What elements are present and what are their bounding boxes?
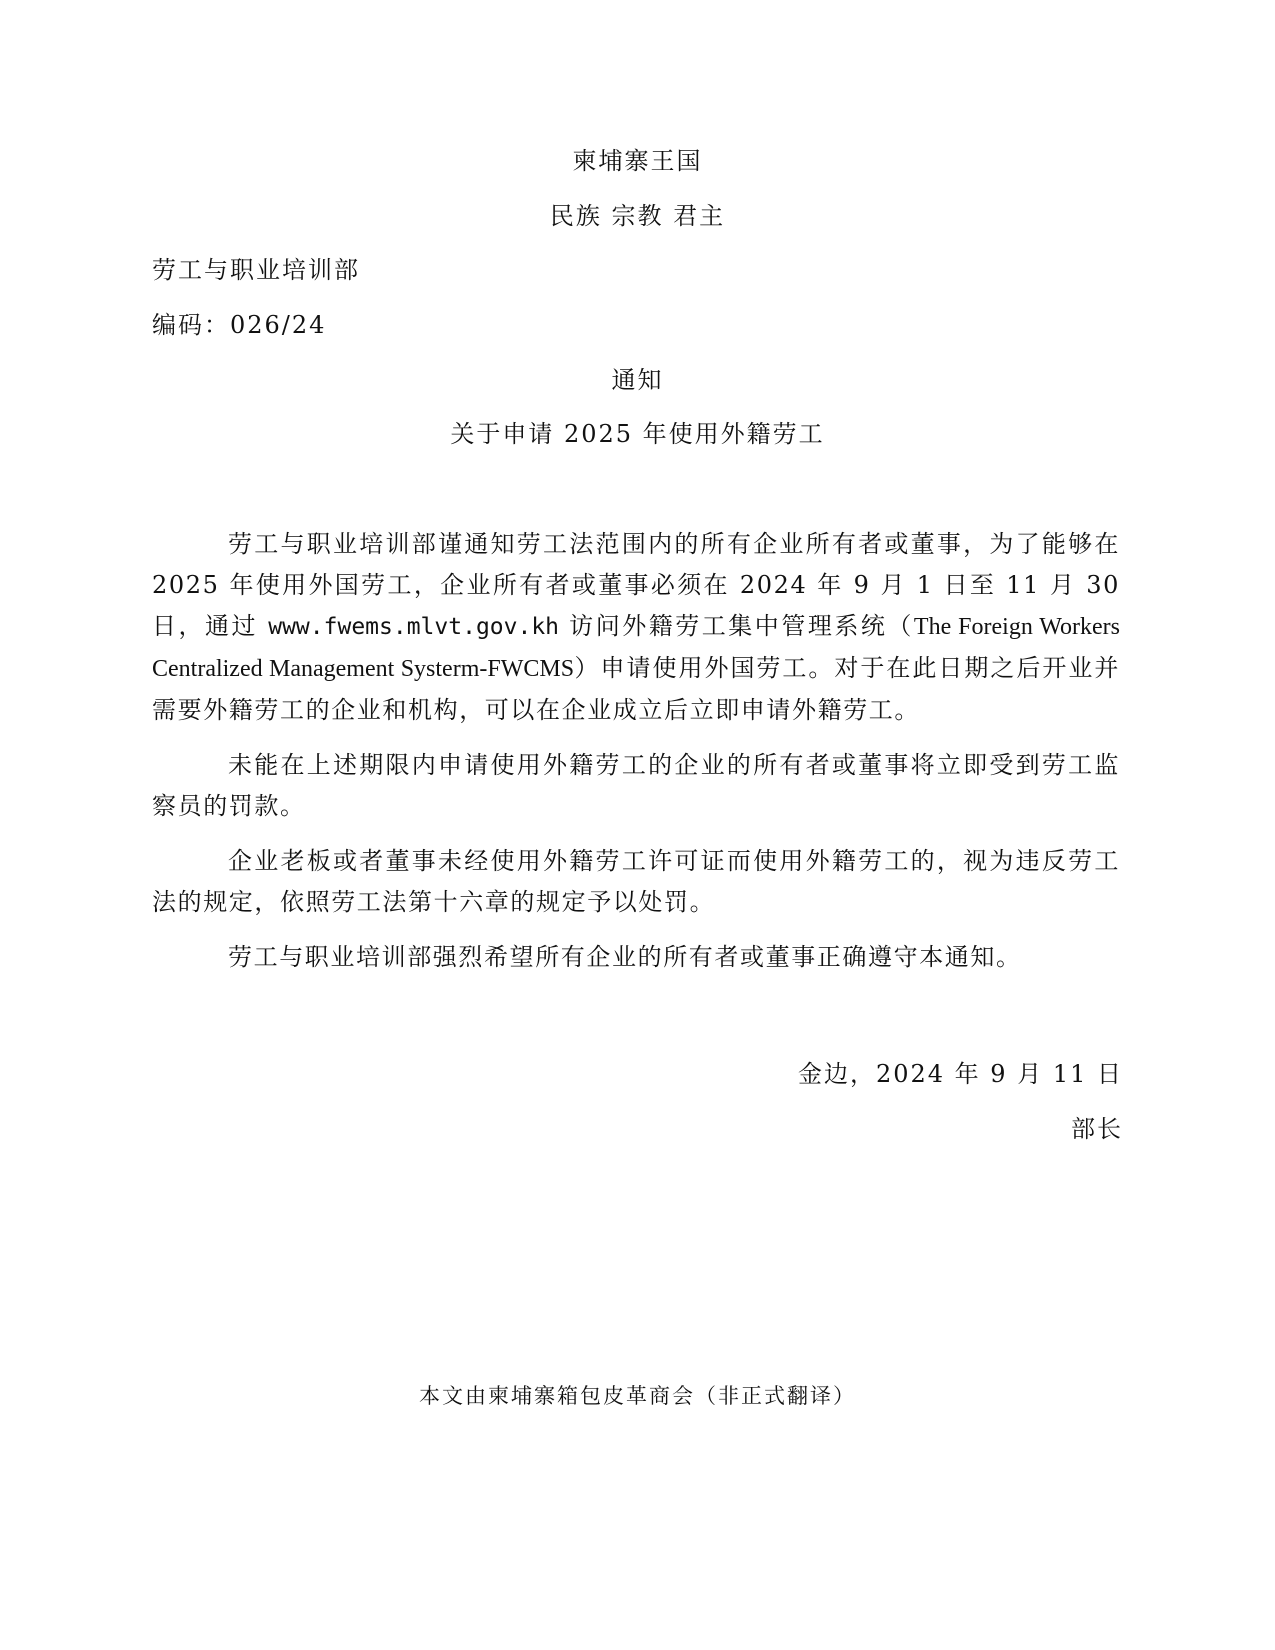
country-name: 柬埔寨王国 bbox=[572, 147, 703, 175]
notice-body bbox=[152, 524, 1120, 978]
paragraph-1 bbox=[152, 524, 1120, 731]
paragraph-1-text-a: 劳工与职业培训部谨通知劳工法范围内的所有企业所有者或董事，为了能够在 2025 年使用外国劳工，企业所有者或董事必须在 2024 年 9 月 1 日至 11 月 30 日，通过 bbox=[152, 530, 1120, 640]
paragraph-1-text-c: ）申请使用外国劳工。对于在此日期之后开业并需要外籍劳工的企业和机构，可以在企业成立后立即申请外籍劳工。 bbox=[152, 654, 1120, 724]
translation-note: 本文由柬埔寨箱包皮革商会（非正式翻译） bbox=[419, 1384, 856, 1408]
reference-number: 编码：026/24 bbox=[152, 311, 327, 339]
paragraph-2: 未能在上述期限内申请使用外籍劳工的企业的所有者或董事将立即受到劳工监察员的罚款。 bbox=[152, 751, 1120, 820]
signature-title: 部长 bbox=[1071, 1115, 1123, 1143]
signature-place-date: 金边，2024 年 9 月 11 日 bbox=[797, 1060, 1123, 1088]
system-name: The Foreign Workers Centralized Management Systerm-FWCMS bbox=[152, 614, 1121, 682]
paragraph-4: 劳工与职业培训部强烈希望所有企业的所有者或董事正确遵守本通知。 bbox=[228, 943, 1022, 971]
ministry-name: 劳工与职业培训部 bbox=[152, 256, 360, 284]
fwcms-url: www.fwems.mlvt.gov.kh bbox=[268, 614, 560, 640]
paragraph-3: 企业老板或者董事未经使用外籍劳工许可证而使用外籍劳工的，视为违反劳工法的规定，依照劳工法第十六章的规定予以处罚。 bbox=[152, 847, 1120, 916]
notice-subject: 关于申请 2025 年使用外籍劳工 bbox=[450, 420, 825, 448]
national-motto: 民族 宗教 君主 bbox=[549, 202, 726, 230]
paragraph-1-text-b: 访问外籍劳工集中管理系统（ bbox=[559, 612, 914, 640]
notice-heading: 通知 bbox=[611, 366, 664, 394]
